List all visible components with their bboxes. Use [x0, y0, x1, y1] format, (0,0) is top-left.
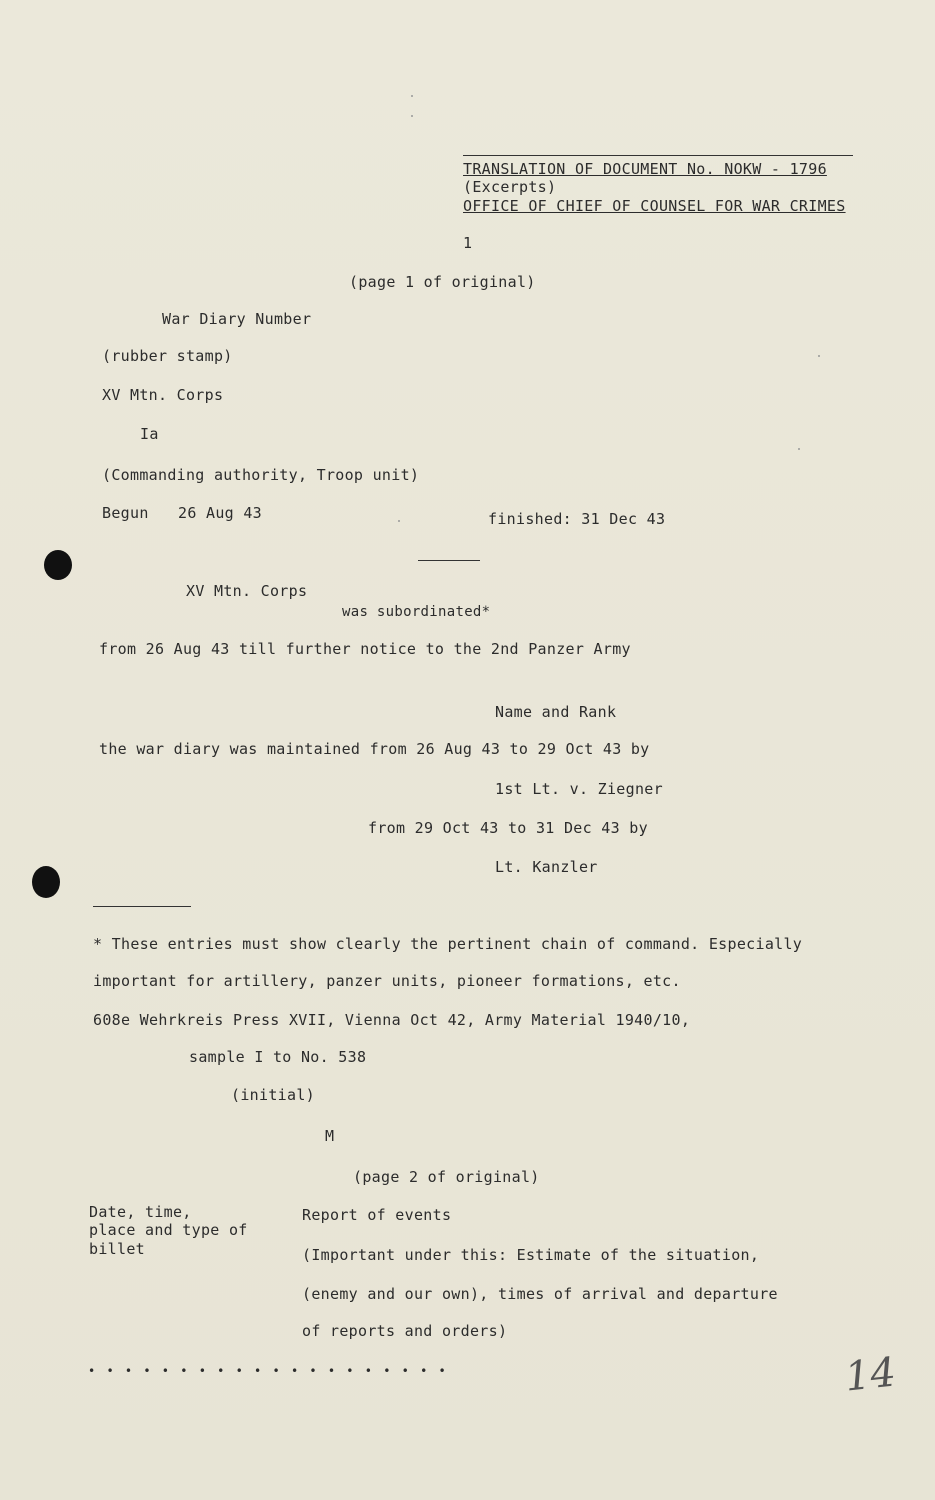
footnote-line-1: * These entries must show clearly the pertinent chain of command. Especially: [93, 935, 803, 953]
sub-unit-name: XV Mtn. Corps: [186, 582, 308, 600]
report-column-line-3: of reports and orders): [302, 1322, 508, 1340]
page-1-note: (page 1 of original): [349, 273, 536, 291]
footnote-line-3: 608e Wehrkreis Press XVII, Vienna Oct 42, Army Material 1940/10,: [93, 1011, 691, 1029]
section-divider: [418, 560, 480, 561]
footnote-line-2: important for artillery, panzer units, pioneer formations, etc.: [93, 972, 681, 990]
period-2-line: from 29 Oct 43 to 31 Dec 43 by: [368, 819, 648, 837]
officer-2: Lt. Kanzler: [495, 858, 598, 876]
header-top-rule: [463, 155, 853, 156]
name-rank-label: Name and Rank: [495, 703, 617, 721]
rubber-stamp-note: (rubber stamp): [102, 347, 233, 365]
speck: [798, 448, 800, 450]
unit-name: XV Mtn. Corps: [102, 386, 224, 404]
header-translation-line: TRANSLATION OF DOCUMENT No. NOKW - 1796: [463, 160, 827, 178]
footnote-rule: [93, 906, 191, 907]
date-column-line-3: billet: [89, 1240, 145, 1258]
begun-label: Begun: [102, 504, 149, 522]
finished-date: finished: 31 Dec 43: [488, 510, 666, 528]
punch-hole-top: [44, 550, 72, 580]
initial-note: (initial): [231, 1086, 315, 1104]
report-column-line-1: (Important under this: Estimate of the situation,: [302, 1246, 760, 1264]
authority-note: (Commanding authority, Troop unit): [102, 466, 420, 484]
speck: [398, 520, 400, 522]
speck: [818, 355, 820, 357]
page-2-note: (page 2 of original): [353, 1168, 540, 1186]
subordination-line: from 26 Aug 43 till further notice to the 2nd Panzer Army: [99, 640, 631, 658]
footnote-line-4: sample I to No. 538: [189, 1048, 367, 1066]
date-column-line-2: place and type of: [89, 1221, 248, 1239]
date-column-line-1: Date, time,: [89, 1203, 192, 1221]
war-diary-number: War Diary Number: [162, 310, 312, 328]
header-office-line: OFFICE OF CHIEF OF COUNSEL FOR WAR CRIMES: [463, 197, 846, 215]
begun-date: 26 Aug 43: [178, 504, 262, 522]
initial-mark: M: [325, 1127, 335, 1145]
header-excerpts: (Excerpts): [463, 178, 557, 196]
punch-hole-bottom: [32, 866, 60, 898]
maintained-line: the war diary was maintained from 26 Aug 43 to 29 Oct 43 by: [99, 740, 650, 758]
subordinated-note: was subordinated*: [342, 604, 491, 620]
speck: [411, 95, 413, 97]
dotted-continuation: • • • • • • • • • • • • • • • • • • • •: [88, 1364, 448, 1378]
section-ia: Ia: [140, 425, 159, 443]
officer-1: 1st Lt. v. Ziegner: [495, 780, 663, 798]
page-number: 1: [463, 234, 473, 252]
report-column-line-2: (enemy and our own), times of arrival and departure: [302, 1285, 778, 1303]
speck: [411, 115, 413, 117]
report-column-title: Report of events: [302, 1206, 452, 1224]
handwritten-page-number: 14: [842, 1349, 899, 1401]
